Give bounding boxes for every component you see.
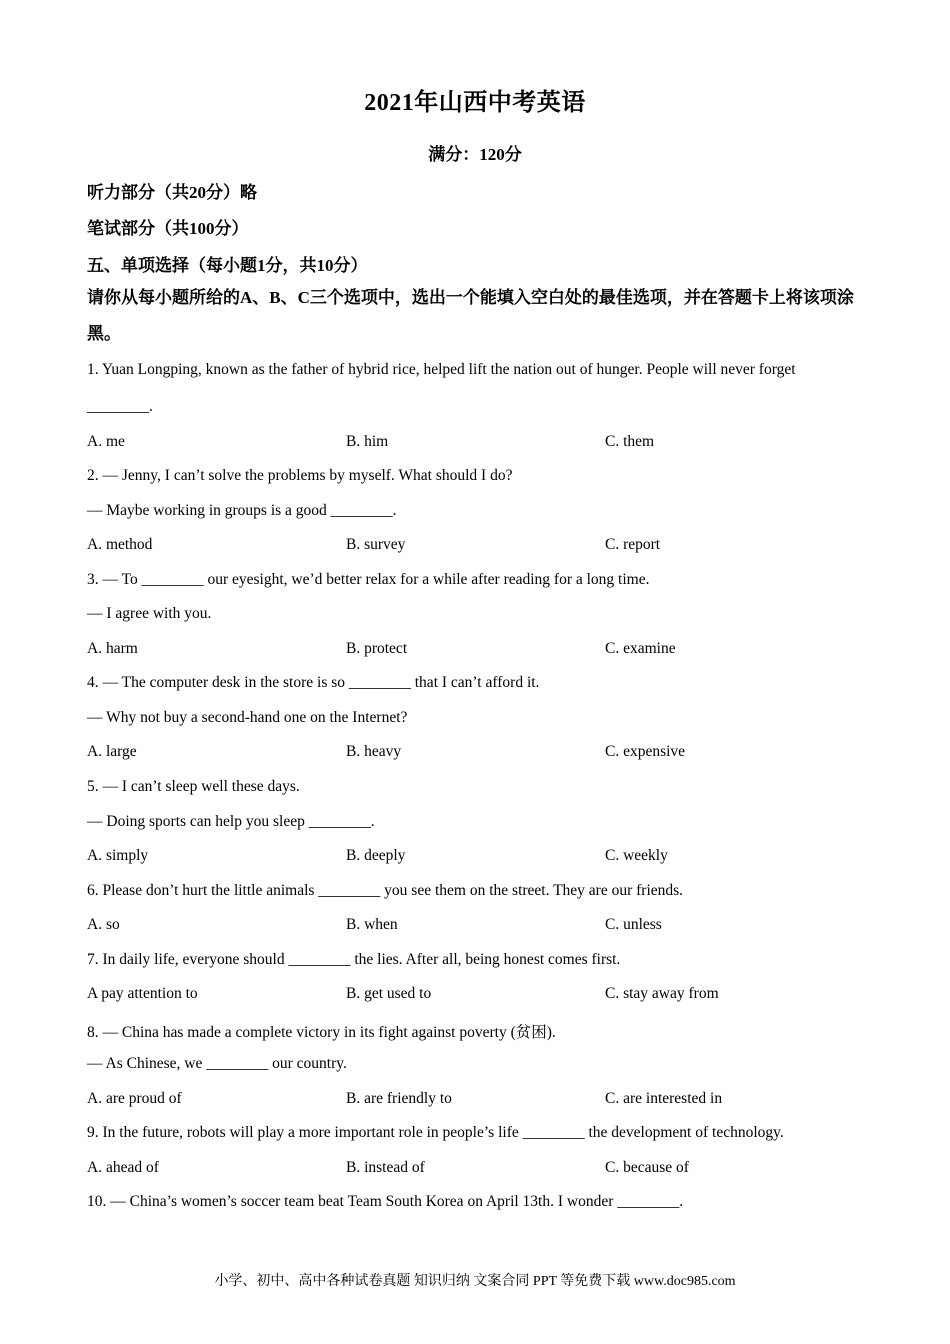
question-4-text: 4. — The computer desk in the store is so ________ that I can’t afford it. [87,674,540,691]
question-3-reply: — I agree with you. [87,605,212,622]
question-6-text: 6. Please don’t hurt the little animals ________ you see them on the street. They are our friends. [87,882,684,899]
question-2-reply: — Maybe working in groups is a good ________. [87,502,397,519]
total-score: 满分：120分 [428,145,522,164]
question-2-text: 2. — Jenny, I can’t solve the problems by myself. What should I do? [87,467,513,484]
question-5-text: 5. — I can’t sleep well these days. [87,778,300,795]
question-7-option-b: B. get used to [346,985,432,1002]
question-7-text: 7. In daily life, everyone should ________ the lies. After all, being honest comes first. [87,951,621,968]
question-5-option-c: C. weekly [605,847,668,864]
multiple-choice-heading: 五、单项选择（每小题1分，共10分） [87,256,368,275]
question-8-option-c: C. are interested in [605,1090,723,1107]
question-5-option-b: B. deeply [346,847,406,864]
question-1-option-b: B. him [346,433,389,450]
question-3-text: 3. — To ________ our eyesight, we’d better relax for a while after reading for a long time. [87,571,650,588]
question-9-option-c: C. because of [605,1159,689,1176]
question-1-text: 1. Yuan Longping, known as the father of hybrid rice, helped lift the nation out of hunger. People will never forget [87,361,796,378]
writing-section-heading: 笔试部分（共100分） [87,219,249,238]
question-7-option-a: A pay attention to [87,985,198,1002]
question-5-option-a: A. simply [87,847,149,864]
instructions: 请你从每小题所给的A、B、C三个选项中，选出一个能填入空白处的最佳选项，并在答题卡上将该项涂黑。 [87,288,854,343]
question-3-option-b: B. protect [346,640,408,657]
question-8-reply: — As Chinese, we ________ our country. [87,1055,347,1072]
question-7-option-c: C. stay away from [605,985,719,1002]
question-6-option-b: B. when [346,916,398,933]
question-4-option-c: C. expensive [605,743,686,760]
question-3-option-a: A. harm [87,640,138,657]
question-4-option-a: A. large [87,743,137,760]
question-1-option-c: C. them [605,433,655,450]
question-4-option-b: B. heavy [346,743,402,760]
listening-section-heading: 听力部分（共20分）略 [87,183,257,202]
question-8-text: 8. — China has made a complete victory in its fight against poverty (贫困). [87,1024,556,1041]
page-title: 2021年山西中考英语 [364,90,586,116]
question-10-text: 10. — China’s women’s soccer team beat Team South Korea on April 13th. I wonder ________. [87,1193,684,1210]
question-1-option-a: A. me [87,433,125,450]
question-5-reply: — Doing sports can help you sleep ________. [87,813,375,830]
question-2-option-c: C. report [605,536,661,553]
question-1-blank: ________. [87,398,153,415]
question-9-option-a: A. ahead of [87,1159,159,1176]
question-6-option-c: C. unless [605,916,662,933]
question-6-option-a: A. so [87,916,120,933]
question-3-option-c: C. examine [605,640,676,657]
question-9-option-b: B. instead of [346,1159,425,1176]
question-4-reply: — Why not buy a second-hand one on the Internet? [87,709,408,726]
question-2-option-b: B. survey [346,536,406,553]
page-footer: 小学、初中、高中各种试卷真题 知识归纳 文案合同 PPT 等免费下载 www.doc985.com [214,1274,736,1289]
question-2-option-a: A. method [87,536,153,553]
question-8-option-a: A. are proud of [87,1090,182,1107]
question-8-option-b: B. are friendly to [346,1090,452,1107]
question-9-text: 9. In the future, robots will play a more important role in people’s life ________ the development of technology. [87,1124,784,1141]
